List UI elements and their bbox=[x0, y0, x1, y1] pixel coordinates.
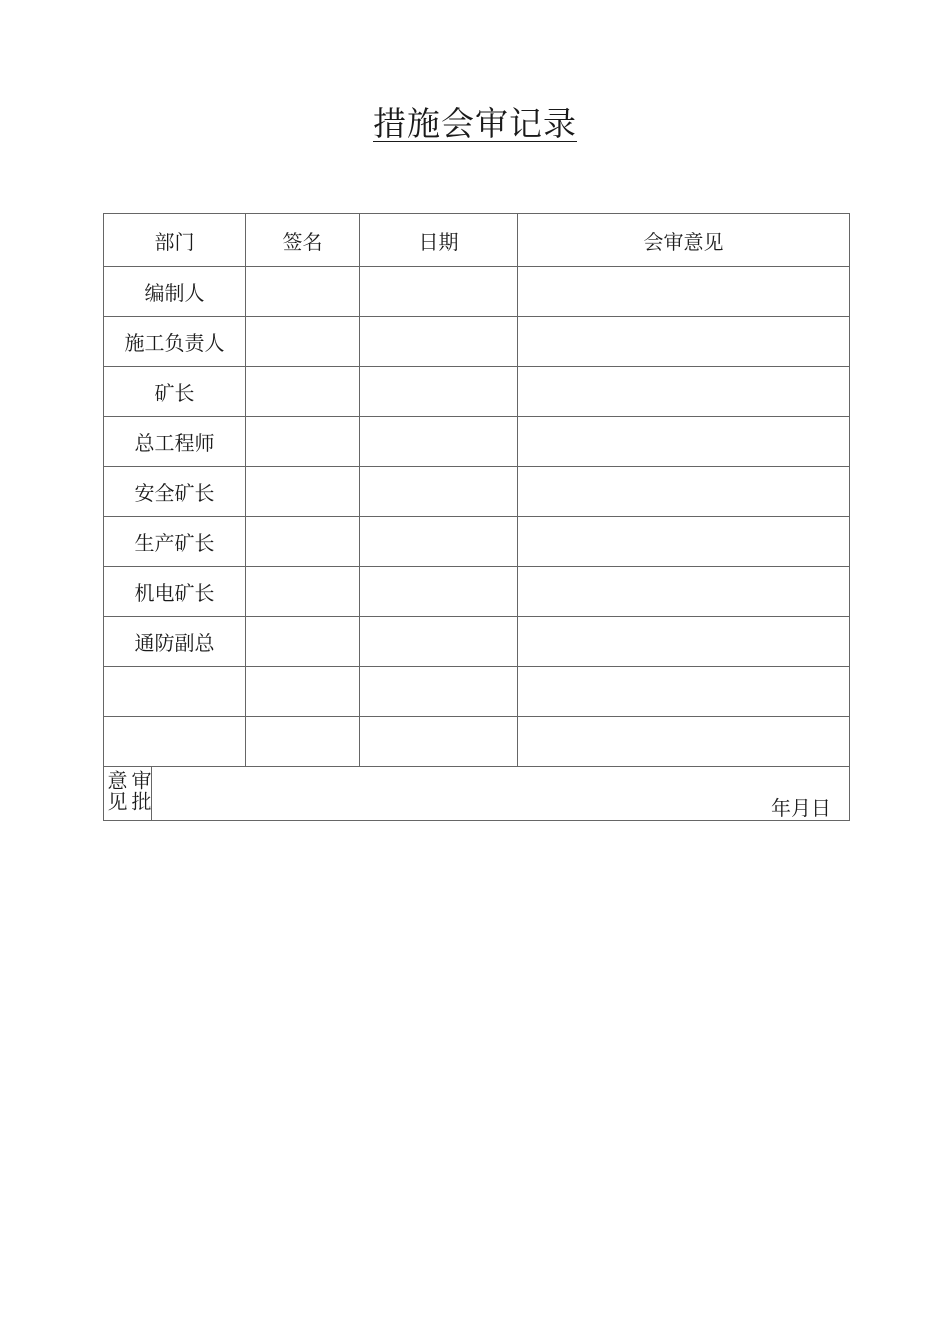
date-cell[interactable] bbox=[360, 367, 518, 417]
department-cell: 安全矿长 bbox=[104, 467, 246, 517]
department-cell[interactable] bbox=[104, 717, 246, 767]
table-row bbox=[104, 367, 850, 417]
signature-cell[interactable] bbox=[246, 717, 360, 767]
opinion-cell[interactable] bbox=[518, 667, 850, 717]
opinion-cell[interactable] bbox=[518, 367, 850, 417]
signature-cell[interactable] bbox=[246, 467, 360, 517]
table-row bbox=[104, 417, 850, 467]
department-cell: 施工负责人 bbox=[104, 317, 246, 367]
signature-cell[interactable] bbox=[246, 367, 360, 417]
date-cell[interactable] bbox=[360, 517, 518, 567]
signature-cell[interactable] bbox=[246, 617, 360, 667]
opinion-cell[interactable] bbox=[518, 267, 850, 317]
date-cell[interactable] bbox=[360, 417, 518, 467]
table-row bbox=[104, 267, 850, 317]
department-cell[interactable] bbox=[104, 667, 246, 717]
opinion-cell[interactable] bbox=[518, 417, 850, 467]
signature-cell[interactable] bbox=[246, 667, 360, 717]
opinion-cell[interactable] bbox=[518, 617, 850, 667]
table-row bbox=[104, 567, 850, 617]
table-row bbox=[104, 317, 850, 367]
department-cell: 矿长 bbox=[104, 367, 246, 417]
department-cell: 生产矿长 bbox=[104, 517, 246, 567]
signature-cell[interactable] bbox=[246, 267, 360, 317]
approval-label: 审批意见 bbox=[104, 770, 152, 812]
approval-content-cell[interactable] bbox=[152, 767, 850, 821]
department-cell: 机电矿长 bbox=[104, 567, 246, 617]
date-cell[interactable] bbox=[360, 667, 518, 717]
signature-cell[interactable] bbox=[246, 317, 360, 367]
header-review-opinion: 会审意见 bbox=[518, 214, 850, 267]
table-row bbox=[104, 467, 850, 517]
approval-row bbox=[104, 767, 850, 821]
opinion-cell[interactable] bbox=[518, 717, 850, 767]
opinion-cell[interactable] bbox=[518, 517, 850, 567]
date-cell[interactable] bbox=[360, 267, 518, 317]
department-cell: 通防副总 bbox=[104, 617, 246, 667]
review-table bbox=[103, 213, 850, 821]
signature-cell[interactable] bbox=[246, 567, 360, 617]
document-title-text: 措施会审记录 bbox=[373, 104, 577, 143]
date-cell[interactable] bbox=[360, 467, 518, 517]
table-header-row bbox=[104, 214, 850, 267]
date-cell[interactable] bbox=[360, 617, 518, 667]
header-department: 部门 bbox=[104, 214, 246, 267]
table-row bbox=[104, 617, 850, 667]
table-row bbox=[104, 667, 850, 717]
signature-cell[interactable] bbox=[246, 417, 360, 467]
approval-label-cell bbox=[104, 767, 152, 821]
opinion-cell[interactable] bbox=[518, 467, 850, 517]
date-cell[interactable] bbox=[360, 717, 518, 767]
header-signature: 签名 bbox=[246, 214, 360, 267]
opinion-cell[interactable] bbox=[518, 317, 850, 367]
opinion-cell[interactable] bbox=[518, 567, 850, 617]
table-row bbox=[104, 517, 850, 567]
table-row bbox=[104, 717, 850, 767]
department-cell: 总工程师 bbox=[104, 417, 246, 467]
date-cell[interactable] bbox=[360, 567, 518, 617]
header-date: 日期 bbox=[360, 214, 518, 267]
document-title bbox=[0, 102, 950, 146]
department-cell: 编制人 bbox=[104, 267, 246, 317]
date-cell[interactable] bbox=[360, 317, 518, 367]
signature-cell[interactable] bbox=[246, 517, 360, 567]
approval-date-label: 年月日 bbox=[771, 796, 831, 820]
